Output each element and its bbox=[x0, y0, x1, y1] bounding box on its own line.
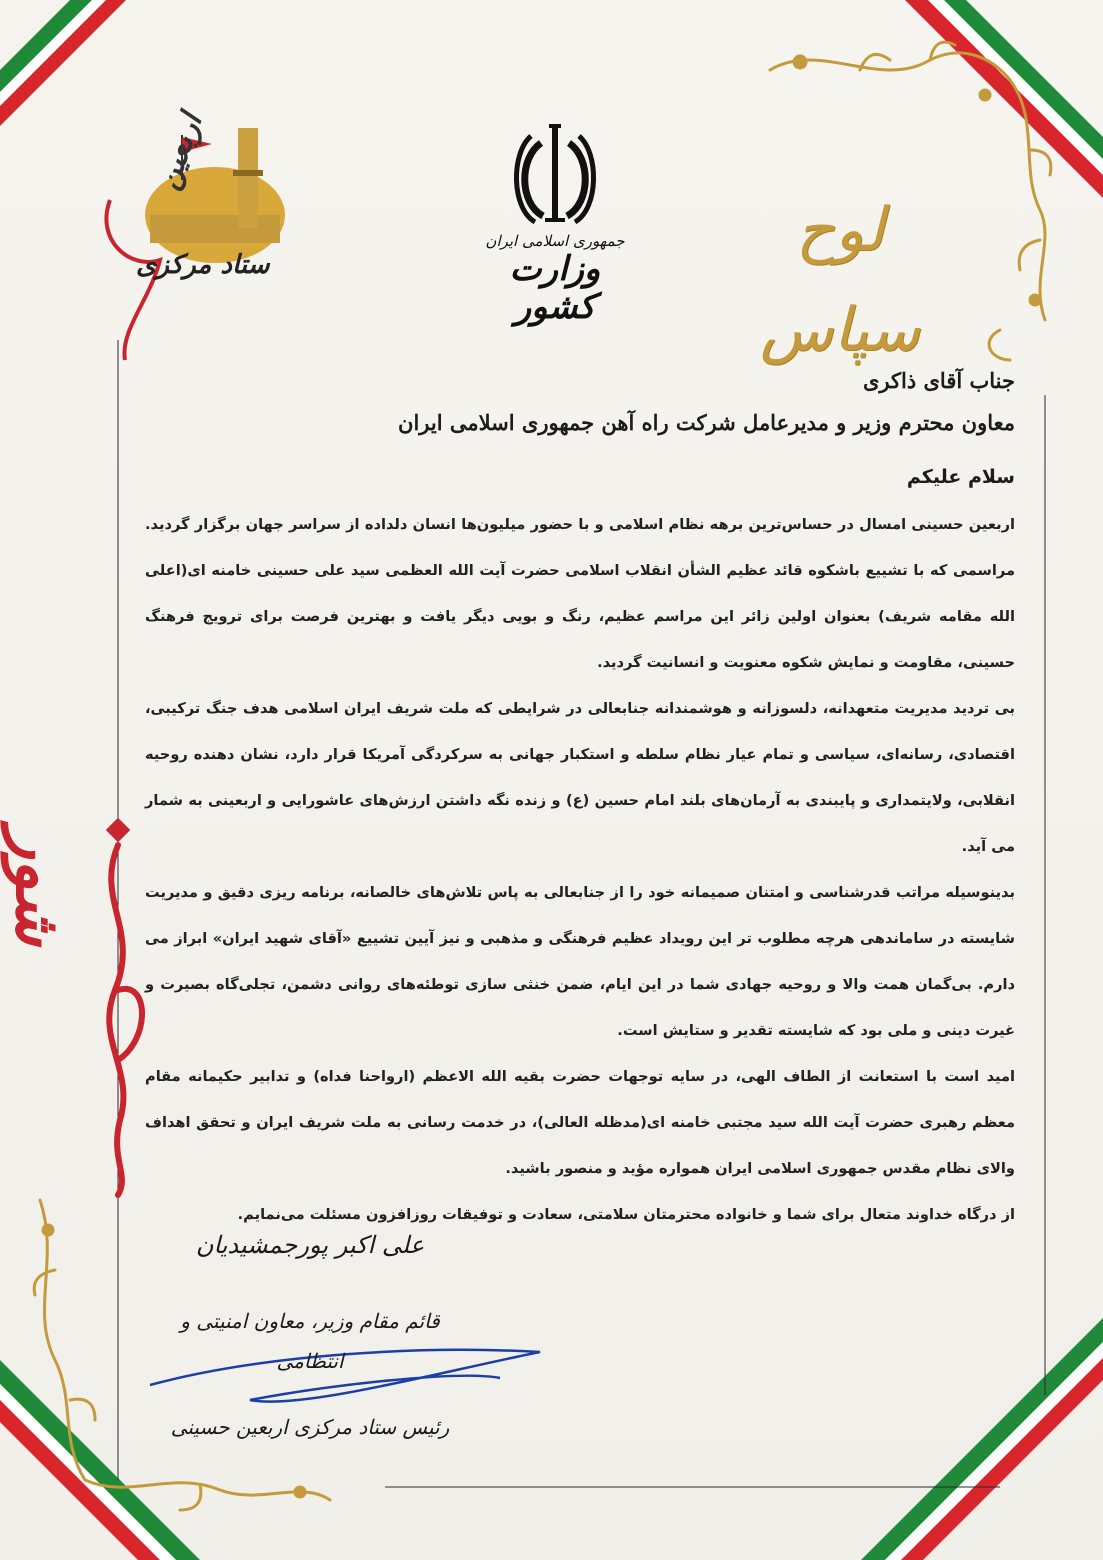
greeting: سلام علیکم bbox=[906, 466, 1015, 488]
paragraph: اربعین حسینی امسال در حساس‌ترین برهه نظام اسلامی و با حضور میلیون‌ها انسان دلداده از سراسر جهان برگزار گردید. مراسمی که با تشییع باشکوه قائد عظیم الشأن انقلاب اسلامی حضرت آیت الله العظمی سید علی حسینی خامنه ای(اعلی الله مقامه شریف) بعنوان اولین زائر این مراسم عظیم، رنگ و بویی دیگر یافت و بهترین فرصت برای ترویج فرهنگ حسینی، مقاومت و نمایش شکوه معنویت و انسانیت گردید. bbox=[145, 516, 1015, 671]
paragraph: بدینوسیله مراتب قدرشناسی و امتنان صمیمانه خود را از جنابعالی به پاس تلاش‌های خالصانه، برنامه ریزی دقیق و مدیریت شایسته در ساماندهی هرچه مطلوب تر این رویداد عظیم فرهنگی و مذهبی و نیز آیین تشییع «آقای شهید ایران» ابراز می دارم. بی‌گمان همت والا و روحیه جهادی شما در این ایام، ضمن خنثی سازی توطئه‌های روانی دشمن، تجلی‌گاه بصیرت و غیرت دینی و ملی بود که شایسته تقدیر و ستایش است. bbox=[145, 884, 1015, 1039]
top-right-flag-stripes bbox=[905, 0, 1103, 198]
bottom-right-flag-stripes bbox=[861, 1318, 1103, 1560]
iran-emblem-icon bbox=[509, 118, 601, 228]
signatory-second-position: رئیس ستاد مرکزی اربعین حسینی bbox=[170, 1415, 450, 1439]
side-calligraphy-word: شور bbox=[1, 828, 76, 946]
letter-body bbox=[145, 360, 1015, 1238]
recipient-name: جناب آقای ذاکری bbox=[862, 368, 1015, 393]
ministry-republic-text: جمهوری اسلامی ایران bbox=[485, 232, 625, 250]
ministry-header bbox=[470, 118, 640, 326]
red-calligraphy-ornament bbox=[109, 822, 142, 1195]
arbaeen-logo-graphic bbox=[106, 128, 285, 360]
signatory-name: علی اکبر پورجمشیدیان bbox=[195, 1231, 425, 1259]
signatory-position: قائم مقام وزیر، معاون امنیتی و انتظامی bbox=[180, 1309, 440, 1373]
signature-block bbox=[150, 1225, 470, 1447]
paragraph: امید است با استعانت از الطاف الهی، در سایه توجهات حضرت بقیه الله الاعظم (ارواحنا فداه) و تدابیر حکیمانه مقام معظم رهبری حضرت آیت الله سید مجتبی خامنه ای(مدظله العالی)، در خدمت رسانی به ملت شریف ایران و تحقق اهداف والای نظام مقدس جمهوری اسلامی ایران همواره مؤید و منصور باشید. bbox=[145, 1068, 1015, 1177]
closing-sentence: از درگاه خداوند متعال برای شما و خانواده محترمتان سلامتی، سعادت و توفیقات روزافزون مسئلت می‌نمایم. bbox=[237, 1206, 1015, 1223]
top-left-flag-stripes bbox=[0, 0, 126, 126]
ministry-name: وزارت کشور bbox=[509, 249, 601, 327]
certificate-title: لوح سپاس bbox=[760, 195, 920, 365]
logo-subtitle: ستاد مرکزی bbox=[136, 250, 270, 280]
paragraph: بی تردید مدیریت متعهدانه، دلسوزانه و هوشمندانه جنابعالی در شرایطی که ملت شریف ایران اسلامی هدف جنگ ترکیبی، اقتصادی، رسانه‌ای، سیاسی و تمام عیار نظام سلطه و استکبار جهانی به سرکردگی آمریکا قرار دارد، نشان دهنده روحیه انقلابی، ولایتمداری و پایبندی به آرمان‌های بلند امام حسین (ع) و زنده نگه داشتن ارزش‌های عاشورایی و اربعینی به شمار می آید. bbox=[145, 700, 1015, 855]
recipient-title: معاون محترم وزیر و مدیرعامل شرکت راه آهن جمهوری اسلامی ایران bbox=[398, 410, 1015, 435]
logo-title: اربعین bbox=[150, 109, 210, 194]
